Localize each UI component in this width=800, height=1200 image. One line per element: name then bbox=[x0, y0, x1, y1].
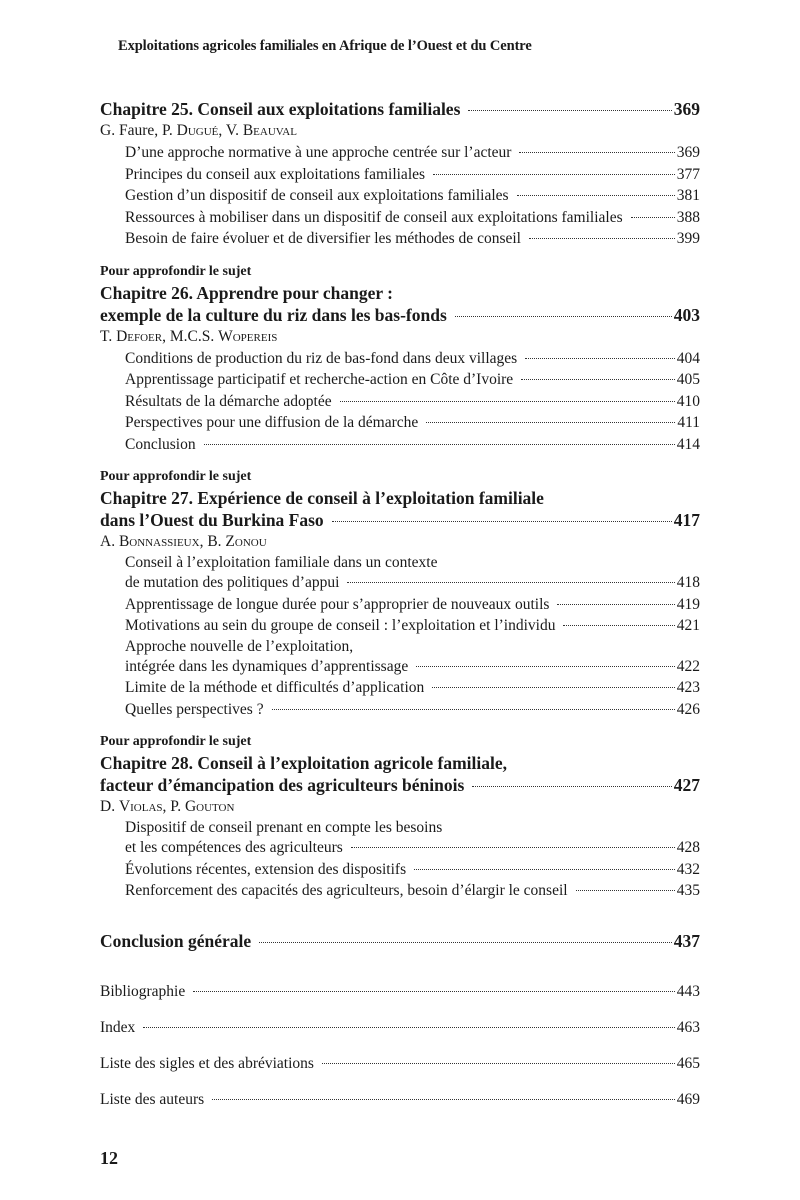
leader-dots bbox=[351, 847, 675, 848]
section-entry[interactable] bbox=[100, 594, 700, 616]
page-number: 411 bbox=[677, 414, 700, 431]
leader-dots bbox=[525, 358, 675, 359]
back-matter-entry[interactable] bbox=[100, 1053, 700, 1075]
page-number: 421 bbox=[676, 617, 700, 634]
page-number: 410 bbox=[676, 392, 700, 410]
page-number: 422 bbox=[676, 657, 700, 675]
page-number: 419 bbox=[676, 595, 700, 613]
chapter-kicker: Pour approfondir le sujet bbox=[100, 263, 252, 279]
section-entry[interactable] bbox=[100, 572, 700, 594]
page-number: 469 bbox=[676, 1090, 700, 1108]
back-matter-title: Bibliographie bbox=[100, 982, 186, 1000]
chapter-title: exemple de la culture du riz dans les bas-fonds bbox=[100, 304, 447, 325]
back-matter-entry[interactable] bbox=[100, 1089, 700, 1111]
leader-dots bbox=[521, 379, 675, 380]
section-title: et les compétences des agriculteurs bbox=[125, 839, 343, 856]
section-entry[interactable] bbox=[100, 615, 700, 637]
leader-dots bbox=[563, 625, 674, 626]
section-entry[interactable] bbox=[100, 391, 700, 413]
section-title: Quelles perspectives ? bbox=[125, 700, 264, 718]
page-number: 428 bbox=[676, 839, 700, 856]
section-title: D’une approche normative à une approche centrée sur l’acteur bbox=[125, 144, 512, 161]
chapter-title-row[interactable] bbox=[100, 509, 700, 531]
leader-dots bbox=[576, 890, 675, 891]
section-title: Conclusion bbox=[125, 435, 196, 453]
section-title: Évolutions récentes, extension des dispositifs bbox=[125, 860, 407, 878]
running-head: Exploitations agricoles familiales en Afrique de l’Ouest et du Centre bbox=[118, 38, 532, 54]
leader-dots bbox=[433, 174, 675, 175]
page-number: 388 bbox=[676, 208, 700, 226]
chapter-kicker: Pour approfondir le sujet bbox=[100, 469, 252, 484]
section-title: Motivations au sein du groupe de conseil : l’exploitation et l’individu bbox=[125, 617, 556, 634]
page-number: 369 bbox=[676, 144, 700, 161]
leader-dots bbox=[517, 195, 675, 196]
back-matter-entry[interactable] bbox=[100, 1017, 700, 1039]
leader-dots bbox=[212, 1099, 675, 1100]
leader-dots bbox=[193, 991, 675, 992]
section-entry[interactable] bbox=[100, 837, 700, 859]
section-entry[interactable] bbox=[100, 207, 700, 229]
leader-dots bbox=[204, 444, 675, 445]
section-title: Ressources à mobiliser dans un dispositif de conseil aux exploitations familiales bbox=[125, 208, 623, 226]
section-title: Résultats de la démarche adoptée bbox=[125, 392, 332, 410]
back-matter-title: Liste des auteurs bbox=[100, 1090, 205, 1108]
conclusion-title: Conclusion générale bbox=[100, 930, 252, 951]
chapter-entry bbox=[100, 732, 700, 902]
back-matter-title: Index bbox=[100, 1018, 136, 1036]
page-number: 432 bbox=[676, 860, 700, 878]
page-number: 403 bbox=[673, 304, 700, 325]
section-title: Perspectives pour une diffusion de la démarche bbox=[125, 414, 419, 431]
chapter-entry bbox=[100, 467, 700, 720]
page-number: 369 bbox=[673, 99, 700, 119]
leader-dots bbox=[340, 401, 675, 402]
section-title: Apprentissage de longue durée pour s’approprier de nouveaux outils bbox=[125, 595, 550, 613]
section-title: Apprentissage participatif et recherche-action en Côte d’Ivoire bbox=[125, 371, 514, 388]
section-title: de mutation des politiques d’appui bbox=[125, 574, 340, 591]
leader-dots bbox=[416, 666, 675, 667]
chapter-kicker: Pour approfondir le sujet bbox=[100, 734, 252, 749]
chapter-title: facteur d’émancipation des agriculteurs béninois bbox=[100, 775, 465, 795]
leader-dots bbox=[347, 582, 674, 583]
leader-dots bbox=[426, 422, 675, 423]
chapter-title-line[interactable]: Chapitre 26. Apprendre pour changer : bbox=[100, 282, 393, 303]
chapter-entry bbox=[100, 98, 700, 250]
page-number: 414 bbox=[676, 435, 700, 453]
leader-dots bbox=[557, 604, 674, 605]
section-title-line[interactable]: Approche nouvelle de l’exploitation, bbox=[125, 637, 354, 655]
page-number: 465 bbox=[676, 1054, 700, 1072]
section-entry[interactable] bbox=[100, 185, 700, 207]
section-entry[interactable] bbox=[100, 228, 700, 250]
section-entry[interactable] bbox=[100, 348, 700, 370]
leader-dots bbox=[519, 152, 674, 153]
chapter-authors: A. Bonnassieux, B. Zonou bbox=[100, 533, 267, 550]
section-entry[interactable] bbox=[100, 880, 700, 902]
section-title: Gestion d’un dispositif de conseil aux exploitations familiales bbox=[125, 187, 509, 204]
page-number: 405 bbox=[676, 371, 700, 388]
page-number: 463 bbox=[676, 1018, 700, 1036]
section-entry[interactable] bbox=[100, 412, 700, 434]
page-number: 435 bbox=[676, 882, 700, 899]
chapter-title-line[interactable]: Chapitre 27. Expérience de conseil à l’exploitation familiale bbox=[100, 488, 544, 508]
leader-dots bbox=[259, 942, 672, 943]
page-number: 417 bbox=[673, 510, 700, 530]
page-number: 427 bbox=[673, 775, 700, 795]
section-title: Conditions de production du riz de bas-fond dans deux villages bbox=[125, 349, 518, 367]
page-number: 423 bbox=[676, 679, 700, 696]
chapter-entry bbox=[100, 262, 700, 456]
section-entry[interactable] bbox=[100, 434, 700, 456]
chapter-title-line[interactable]: Chapitre 28. Conseil à l’exploitation agricole familiale, bbox=[100, 753, 507, 773]
section-title: Renforcement des capacités des agriculteurs, besoin d’élargir le conseil bbox=[125, 882, 568, 899]
leader-dots bbox=[272, 709, 675, 710]
conclusion-entry[interactable] bbox=[100, 930, 700, 952]
chapter-title-row[interactable] bbox=[100, 304, 700, 326]
leader-dots bbox=[332, 521, 672, 522]
leader-dots bbox=[631, 217, 675, 218]
section-entry[interactable] bbox=[100, 656, 700, 678]
table-of-contents bbox=[100, 98, 700, 1111]
leader-dots bbox=[529, 238, 675, 239]
section-title-line[interactable]: Dispositif de conseil prenant en compte les besoins bbox=[125, 819, 443, 836]
leader-dots bbox=[432, 687, 674, 688]
section-entry[interactable] bbox=[100, 699, 700, 721]
section-entry[interactable] bbox=[100, 369, 700, 391]
section-title: intégrée dans les dynamiques d’apprentissage bbox=[125, 657, 409, 675]
back-matter-entry[interactable] bbox=[100, 981, 700, 1003]
chapter-title-row[interactable] bbox=[100, 98, 700, 120]
page-number: 404 bbox=[676, 349, 700, 367]
page-number: 399 bbox=[676, 230, 700, 247]
leader-dots bbox=[414, 869, 675, 870]
leader-dots bbox=[455, 316, 672, 317]
section-entry[interactable] bbox=[100, 164, 700, 186]
folio-page-number: 12 bbox=[100, 1148, 118, 1168]
section-entry[interactable] bbox=[100, 142, 700, 164]
leader-dots bbox=[472, 786, 671, 787]
section-title-line[interactable]: Conseil à l’exploitation familiale dans un contexte bbox=[125, 554, 438, 571]
section-entry[interactable] bbox=[100, 677, 700, 699]
chapter-authors: G. Faure, P. Dugué, V. Beauval bbox=[100, 122, 297, 139]
page-number: 381 bbox=[676, 187, 700, 204]
chapter-authors: D. Violas, P. Gouton bbox=[100, 798, 235, 815]
page-number: 377 bbox=[676, 165, 700, 183]
section-title: Besoin de faire évoluer et de diversifier les méthodes de conseil bbox=[125, 230, 521, 247]
section-title: Limite de la méthode et difficultés d’application bbox=[125, 679, 425, 696]
page-number: 437 bbox=[673, 930, 700, 951]
page-number: 418 bbox=[676, 574, 700, 591]
chapter-authors: T. Defoer, M.C.S. Wopereis bbox=[100, 327, 278, 345]
leader-dots bbox=[468, 110, 671, 111]
section-entry[interactable] bbox=[100, 859, 700, 881]
section-title: Principes du conseil aux exploitations familiales bbox=[125, 165, 426, 183]
back-matter-title: Liste des sigles et des abréviations bbox=[100, 1054, 314, 1072]
page-number: 443 bbox=[676, 982, 700, 1000]
page-number: 426 bbox=[676, 700, 700, 718]
leader-dots bbox=[322, 1063, 675, 1064]
chapter-title: Chapitre 25. Conseil aux exploitations familiales bbox=[100, 99, 461, 119]
leader-dots bbox=[143, 1027, 674, 1028]
chapter-title-row[interactable] bbox=[100, 774, 700, 796]
chapter-title: dans l’Ouest du Burkina Faso bbox=[100, 510, 324, 530]
